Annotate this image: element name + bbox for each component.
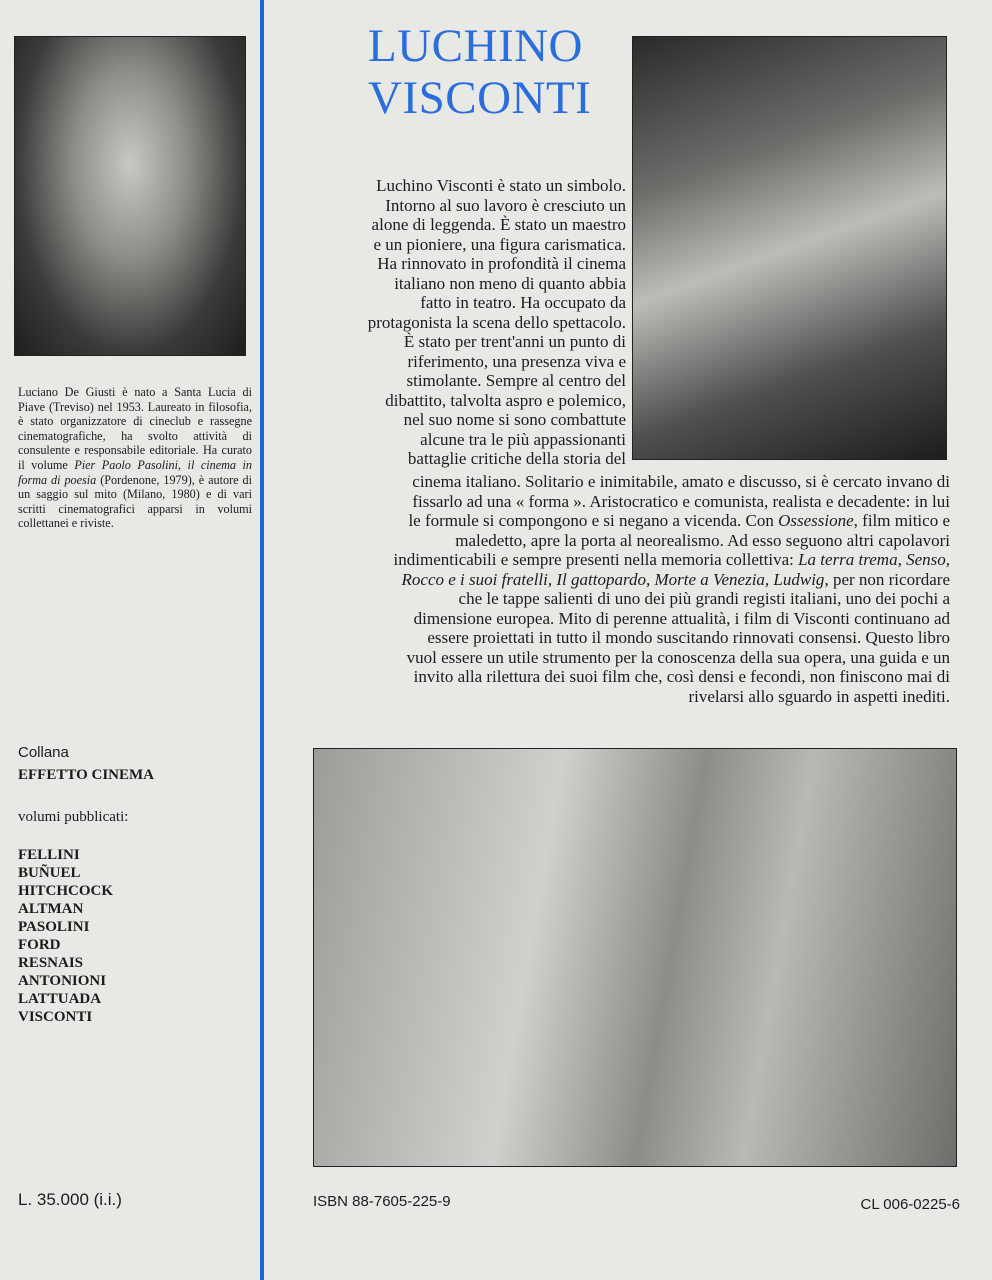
blurb-line: alone di leggenda. È stato un maestro	[371, 215, 626, 234]
blurb-line	[290, 472, 950, 492]
blurb-text: , per non ricordare	[824, 569, 950, 589]
blurb-text: maledetto, apre la porta al neorealismo. Ad esso seguono altri capolavori	[455, 530, 950, 550]
volume-item: FELLINI	[18, 847, 80, 863]
blurb-line: Luchino Visconti è stato un simbolo.	[376, 176, 626, 195]
volume-item: ANTONIONI	[18, 973, 107, 989]
blurb-line	[290, 570, 950, 590]
isbn: ISBN 88-7605-225-9	[313, 1193, 451, 1210]
blurb-line	[290, 628, 950, 648]
blurb-line: italiano non meno di quanto abbia	[394, 273, 626, 293]
blurb-line: battaglie critiche della storia del	[407, 449, 626, 468]
blurb-text: invito alla rilettura dei suoi film che, così densi e fecondi, non finiscono mai di	[413, 667, 950, 686]
catalog-code: CL 006-0225-6	[860, 1196, 960, 1213]
blurb-line: nel suo nome si sono combattute	[403, 410, 626, 429]
blurb-text: essere proiettati in tutto il mondo suscitando rinnovati consensi. Questo libro	[427, 628, 950, 647]
blurb-line: alcune tra le più appassionanti	[420, 429, 626, 449]
bio-text: (Pordenone, 1979), è autore di un saggio sul mito (Milano, 1980) e di vari scritti cinematografici apparsi in volumi collettanei e riviste.	[18, 472, 252, 531]
published-volumes-list	[18, 846, 113, 1026]
blurb-line: e un pioniere, una figura carismatica.	[373, 234, 626, 254]
title-line: VISCONTI	[368, 72, 592, 124]
book-title	[368, 20, 591, 124]
blurb-text: fissarlo ad una « forma ». Aristocratico e comunista, realista e decadente: in lui	[412, 491, 950, 511]
blurb-column-narrow	[300, 176, 626, 469]
series-label: Collana	[18, 744, 69, 761]
blurb-line	[290, 492, 950, 512]
blurb-text: cinema italiano. Solitario e inimitabile, amato e discusso, si è cercato invano di	[412, 472, 950, 491]
volume-item: RESNAIS	[18, 955, 84, 971]
blurb-line: riferimento, una presenza viva e	[407, 351, 626, 371]
published-volumes-label: volumi pubblicati:	[18, 809, 129, 825]
blue-divider-rule	[260, 0, 264, 1280]
blurb-line: Ha rinnovato in profondità il cinema	[377, 254, 626, 273]
blurb-text: , film mitico e	[853, 511, 950, 530]
blurb-line	[290, 550, 950, 570]
blurb-line: Intorno al suo lavoro è cresciuto un	[385, 195, 626, 215]
volume-item: HITCHCOCK	[18, 883, 114, 899]
blurb-line	[290, 687, 950, 707]
volume-item: LATTUADA	[18, 991, 102, 1007]
blurb-text: le formule si compongono e si negano a vicenda. Con	[408, 511, 779, 530]
blurb-text: indimenticabili e sempre presenti nella memoria collettiva:	[393, 550, 799, 569]
volume-item: ALTMAN	[18, 901, 84, 917]
blurb-line	[290, 667, 950, 687]
blurb-line: protagonista la scena dello spettacolo.	[367, 312, 626, 332]
film-title-text: Rocco e i suoi fratelli, Il gattopardo, Morte a Venezia, Ludwig	[401, 569, 825, 589]
blurb-line	[290, 589, 950, 609]
blurb-text: che le tappe salienti di uno dei più grandi registi italiani, uno dei pochi a	[458, 589, 950, 608]
blurb-line: stimolante. Sempre al centro del	[406, 371, 626, 390]
series-name: EFFETTO CINEMA	[18, 767, 154, 783]
volume-item: FORD	[18, 937, 61, 953]
blurb-column-wide	[290, 472, 950, 706]
bio-text: Luciano De Giusti è nato a Santa Lucia di Piave (Treviso) nel 1953. Laureato in filosofia, è stato organizzatore di cineclub e rassegne cinematografiche, ha svolto attività di consulente e responsabile editoriale. Ha curato il volume	[18, 385, 252, 472]
blurb-text: dimensione europea. Mito di perenne attualità, i film di Visconti continuano ad	[413, 608, 950, 628]
director-on-set-photo	[313, 748, 957, 1167]
blurb-line: dibattito, talvolta aspro e polemico,	[385, 390, 626, 410]
blurb-line	[290, 531, 950, 551]
blurb-line	[290, 511, 950, 531]
blurb-text: rivelarsi allo sguardo in aspetti inediti.	[688, 686, 950, 706]
blurb-text: vuol essere un utile strumento per la conoscenza della sua opera, una guida e un	[406, 647, 950, 667]
volume-item: BUÑUEL	[18, 865, 81, 881]
blurb-line: È stato per trent'anni un punto di	[403, 332, 626, 351]
film-set-camera-photo	[632, 36, 947, 460]
author-bio	[18, 385, 252, 531]
blurb-line: fatto in teatro. Ha occupato da	[420, 293, 626, 312]
film-title-text: Ossessione	[778, 511, 854, 530]
volume-item: VISCONTI	[18, 1009, 93, 1025]
volume-item: PASOLINI	[18, 919, 90, 935]
blurb-line	[290, 609, 950, 629]
bio-book-title: Pier Paolo Pasolini, il cinema in forma di poesia	[18, 457, 252, 487]
author-portrait-photo	[14, 36, 246, 356]
blurb-line	[290, 648, 950, 668]
title-line: LUCHINO	[368, 20, 583, 72]
price: L. 35.000 (i.i.)	[18, 1190, 122, 1209]
film-title-text: La terra trema, Senso,	[798, 550, 950, 569]
